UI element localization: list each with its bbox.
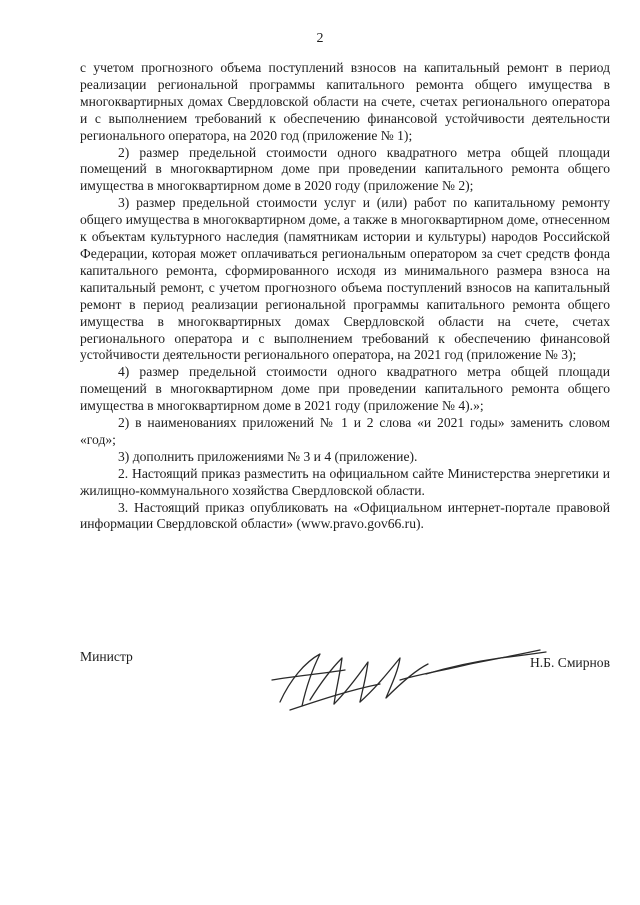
signer-name: Н.Б. Смирнов [529, 655, 610, 670]
handwritten-signature [250, 640, 550, 720]
page-number: 2 [316, 31, 324, 46]
paragraph-amendment-3: 3) дополнить приложениями № 3 и 4 (приложение). [118, 448, 418, 464]
paragraph-item-3: 3) размер предельной стоимости услуг и (или) работ по капитальному ремонту общего имущества в многоквартирном доме, а также в многоквартирном доме, отнесенном к объектам культурного наследия (памятникам истории и культуры) народов Российской Федерации, которая может оплачиваться региональным оператором за счет средств фонда капитального ремонта, сформированного исходя из минимального размера взноса на капитальный ремонт, с учетом прогнозного объема поступлений взносов на капитальный ремонт в период реализации региональной программы капитального ремонта общего имущества в многоквартирных домах Свердловской области на счете, счетах регионального оператора и с выполнением требований к обеспечению финансовой устойчивости деятельности регионального оператора, на 2021 год (приложение № 3); [80, 195, 610, 363]
paragraph-1: с учетом прогнозного объема поступлений взносов на капитальный ремонт в период реализации региональной программы капитального ремонта общего имущества в многоквартирных домах Свердловской области на счете, счетах регионального оператора и с выполнением требований к обеспечению финансовой устойчивости деятельности регионального оператора, на 2020 год (приложение № 1); [80, 60, 610, 143]
signature-block [80, 640, 610, 720]
paragraph-amendment-2: 2) в наименованиях приложений № 1 и 2 слова «и 2021 годы» заменить словом «год»; [80, 415, 610, 447]
paragraph-clause-2: 2. Настоящий приказ разместить на официальном сайте Министерства энергетики и жилищно-коммунального хозяйства Свердловской области. [80, 465, 610, 498]
paragraph-clause-3: 3. Настоящий приказ опубликовать на «Официальном интернет-портале правовой информации Свердловской области» (www.pravo.gov66.ru). [80, 499, 610, 532]
paragraph-item-4: 4) размер предельной стоимости одного квадратного метра общей площади помещений в многоквартирном доме при проведении капитального ремонта общего имущества в многоквартирном доме в 2021 году (приложение № 4).»; [80, 364, 610, 414]
document-body [80, 60, 610, 533]
signer-title: Министр [80, 649, 133, 664]
paragraph-item-2: 2) размер предельной стоимости одного квадратного метра общей площади помещений в многоквартирном доме при проведении капитального ремонта общего имущества в многоквартирном доме в 2020 году (приложение № 2); [80, 144, 610, 194]
